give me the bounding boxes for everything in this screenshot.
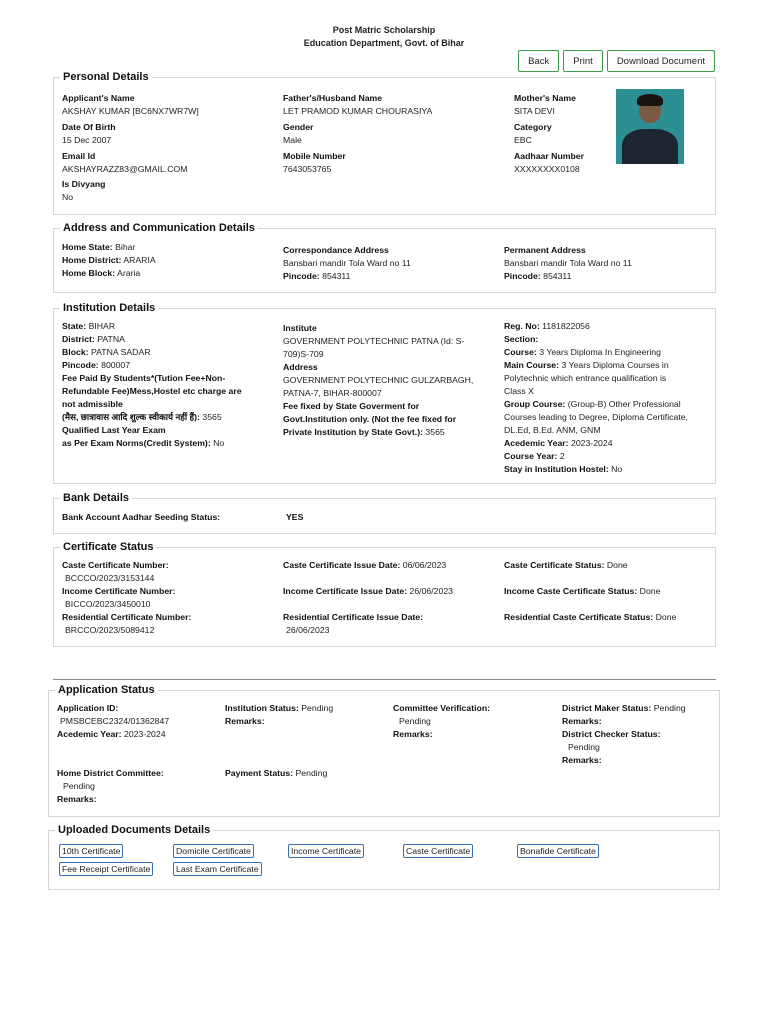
section-title: Personal Details [63, 71, 149, 83]
committee-verification-fields: Committee Verification: Pending Remarks: [393, 703, 491, 739]
aadhar-seeding-label: Bank Account Aadhar Seeding Status: [62, 512, 221, 522]
home-district-committee-fields: Home District Committee: Pending Remarks: [57, 768, 164, 804]
download-document-button[interactable]: Download Document [607, 50, 715, 72]
email-field: Email Id AKSHAYRAZZ83@GMAIL.COM [62, 151, 188, 174]
applicant-photo [616, 89, 684, 164]
doc-income-certificate-button[interactable]: Income Certificate [288, 844, 364, 858]
institution-status-fields: Institution Status: Pending Remarks: [225, 703, 334, 726]
page-title: Post Matric Scholarship [332, 25, 436, 35]
back-button[interactable]: Back [518, 50, 559, 72]
section-title: Bank Details [63, 492, 130, 504]
mobile-field: Mobile Number 7643053765 [283, 151, 346, 174]
page-subtitle: Education Department, Govt. of Bihar [303, 38, 465, 48]
institution-location-fields: State: BIHAR District: PATNA Block: PATNA SADAR Pincode: 800007 Fee Paid By Students*(Tution Fee+Non- Refundable Fee)Mess,Hostel etc charge are not admissible (मैस, छात्रावास आदि शुल्क स्वीकार्य नहीं हैं): 3565 Qualified Last Year Exam as Per Exam Norms(Credit System): No [62, 321, 242, 448]
dob-field: Date Of Birth 15 Dec 2007 [62, 122, 116, 145]
doc-domicile-certificate-button[interactable]: Domicile Certificate [173, 844, 254, 858]
section-title: Certificate Status [63, 541, 154, 553]
certificate-numbers: Caste Certificate Number: BCCCO/2023/3153144 Income Certificate Number: BICCO/2023/3450010 Residential Certificate Number: BRCCO/2023/5089412 [62, 560, 192, 635]
doc-10th-certificate-button[interactable]: 10th Certificate [59, 844, 123, 858]
correspondence-address-field: Correspondance Address Bansbari mandir Tola Ward no 11 Pincode: 854311 [283, 245, 411, 281]
section-title: Uploaded Documents Details [58, 824, 211, 836]
payment-status-field: Payment Status: Pending [225, 768, 328, 778]
certificate-dates: Caste Certificate Issue Date: 06/06/2023 Income Certificate Issue Date: 26/06/2023 Residential Certificate Issue Date: 26/06/2023 [283, 560, 453, 635]
district-status-fields: District Maker Status: Pending Remarks: District Checker Status: Pending Remarks: [562, 703, 686, 765]
divyang-field: Is Divyang No [62, 179, 106, 202]
course-fields: Reg. No: 1181822056 Section: Course: 3 Years Diploma In Engineering Main Course: 3 Years Diploma Courses in Polytechnic which entrance qualification is Class X Group Course: (Group-B) Other Professional Courses leading to Degree, Diploma Certificate, DL.Ed, B.Ed. ANM, GNM Acedemic Year: 2023-2024 Course Year: 2 Stay in Institution Hostel: No [504, 321, 688, 474]
home-location-fields: Home State: Bihar Home District: ARARIA Home Block: Araria [62, 242, 156, 278]
father-name-field: Father's/Husband Name LET PRAMOD KUMAR CHOURASIYA [283, 93, 433, 116]
institute-fields: Institute GOVERNMENT POLYTECHNIC PATNA (Id: S- 709)S-709 Address GOVERNMENT POLYTECHNIC GULZARBAGH, PATNA-7, BIHAR-800007 Fee fixed by State Goverment for Govt.Institution only. (Not the fee fixed for Private Institution by State Govt.): 3565 [283, 323, 474, 437]
section-title: Institution Details [63, 302, 156, 314]
gender-field: Gender Male [283, 122, 314, 145]
application-id-fields: Application ID: PMSBCEBC2324/01362847 Acedemic Year: 2023-2024 [57, 703, 170, 739]
aadhaar-field: Aadhaar Number XXXXXXXX0108 [514, 151, 585, 174]
certificate-statuses: Caste Certificate Status: Done Income Caste Certificate Status: Done Residential Caste Certificate Status: Done [504, 560, 677, 622]
section-divider [53, 679, 716, 680]
doc-fee-receipt-certificate-button[interactable]: Fee Receipt Certificate [59, 862, 153, 876]
print-button[interactable]: Print [563, 50, 603, 72]
mother-name-field: Mother's Name SITA DEVI [514, 93, 576, 116]
page-header [0, 24, 768, 50]
doc-bonafide-certificate-button[interactable]: Bonafide Certificate [517, 844, 599, 858]
section-title: Address and Communication Details [63, 222, 255, 234]
permanent-address-field: Permanent Address Bansbari mandir Tola Ward no 11 Pincode: 854311 [504, 245, 632, 281]
applicant-name-field: Applicant's Name AKSHAY KUMAR [BC6NX7WR7W] [62, 93, 199, 116]
doc-last-exam-certificate-button[interactable]: Last Exam Certificate [173, 862, 262, 876]
uploaded-documents-section [48, 824, 720, 890]
doc-caste-certificate-button[interactable]: Caste Certificate [403, 844, 473, 858]
section-title: Application Status [58, 684, 155, 696]
aadhar-seeding-status: YES [286, 512, 304, 522]
category-field: Category EBC [514, 122, 552, 145]
action-bar [518, 50, 715, 72]
